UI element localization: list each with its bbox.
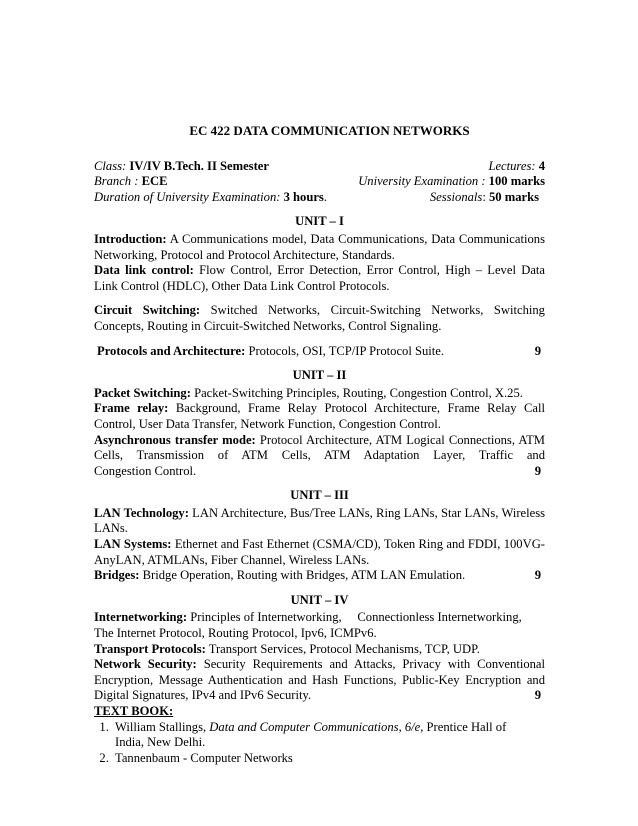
textbook-item <box>112 751 545 767</box>
topic-text: A Communications model, Data Communications, Data Communications Networking, Protocol and Protocol Architecture, Standards. <box>94 231 545 262</box>
sessionals-label: Sessionals <box>429 189 483 204</box>
topic-heading: Transport Protocols: <box>94 641 206 656</box>
topic-bridges <box>94 568 545 584</box>
topic-atm <box>94 433 545 464</box>
topic-text: Congestion Control. <box>94 463 197 478</box>
textbook-heading: TEXT BOOK: <box>94 704 174 718</box>
topic-heading: Circuit Switching: <box>94 303 201 318</box>
topic-heading: Introduction: <box>94 231 167 246</box>
topic-network-security-end <box>94 688 545 704</box>
book-author: William Stallings, <box>115 719 210 734</box>
topic-network-security <box>94 657 545 688</box>
topic-packet-switching <box>94 386 545 402</box>
unit-4-hours: 9 <box>534 688 541 703</box>
unit-3-heading: UNIT – III <box>290 488 349 503</box>
course-title: EC 422 DATA COMMUNICATION NETWORKS <box>189 123 470 138</box>
topic-text: Protocol Architecture, ATM Logical Connections, ATM Cells, Transmission of ATM Cells, ATM Adaptation Layer, Traffic and <box>94 432 545 463</box>
topic-text: Transport Services, Protocol Mechanisms, TCP, UDP. <box>208 641 480 656</box>
topic-heading: Protocols and Architecture: <box>97 343 246 358</box>
topic-text: Protocols, OSI, TCP/IP Protocol Suite. <box>248 343 445 358</box>
topic-heading: Bridges: <box>94 568 140 583</box>
book-edition: 6/e <box>404 719 421 734</box>
course-meta <box>94 159 545 206</box>
unit-1-heading: UNIT – I <box>295 214 344 229</box>
topic-text: Packet-Switching Principles, Routing, Congestion Control, X.25. <box>194 385 523 400</box>
book-publisher: , Prentice Hall of India, New Delhi. <box>115 719 507 750</box>
unit-2-hours: 9 <box>534 463 541 478</box>
topic-text: Switched Networks, Circuit-Switching Networks, Switching Concepts, Routing in Circuit-Switched Networks, Control Signaling. <box>94 303 545 333</box>
topic-heading: Asynchronous transfer mode: <box>94 432 256 447</box>
duration-label: Duration of University Examination: <box>94 189 281 204</box>
branch-label: Branch : <box>94 174 139 189</box>
topic-heading: Frame relay: <box>94 401 169 416</box>
topic-text: Principles of Internetworking, Connectionless Internetworking, The Internet Protocol, Routing Protocol, Ipv6, ICMPv6. <box>94 610 525 641</box>
topic-heading: Network Security: <box>94 657 197 672</box>
syllabus-content <box>94 123 545 766</box>
topic-text: Security Requirements and Attacks, Privacy with Conventional Encryption, Message Authentication and Hash Functions, Public-Key Encryption and <box>94 657 545 687</box>
topic-frame-relay <box>94 401 545 432</box>
book-sep: , <box>398 719 405 734</box>
topic-atm-end <box>94 464 545 480</box>
topic-text: Flow Control, Error Detection, Error Control, High – Level Data Link Control (HDLC), Other Data Link Control Protocols. <box>94 263 545 293</box>
unit-1-hours: 9 <box>534 343 541 358</box>
univ-exam-label: University Examination : <box>358 174 486 189</box>
unit-4-heading: UNIT – IV <box>290 592 349 607</box>
meta-row-branch <box>94 174 545 190</box>
class-label: Class: <box>94 158 127 173</box>
meta-row-duration: Duration of University Examination: 3 hours. Sessionals: 50 marks <box>94 189 539 204</box>
textbook-item <box>112 720 545 751</box>
topic-text: Bridge Operation, Routing with Bridges, ATM LAN Emulation. <box>142 568 466 583</box>
sessionals-value: 50 marks <box>488 189 539 204</box>
lectures-value: 4 <box>538 158 545 173</box>
topic-lan-systems <box>94 537 545 568</box>
topic-introduction <box>94 232 545 263</box>
topic-text: LAN Architecture, Bus/Tree LANs, Ring LANs, Star LANs, Wireless LANs. <box>94 505 545 536</box>
branch-value: ECE <box>141 174 168 189</box>
book-entry: Tannenbaum - Computer Networks <box>115 750 293 765</box>
topic-text: Background, Frame Relay Protocol Architecture, Frame Relay Call Control, User Data Transfer, Network Function, Congestion Control. <box>94 401 546 431</box>
duration-value: 3 hours <box>283 189 324 204</box>
unit-2-heading: UNIT – II <box>292 368 347 383</box>
topic-protocols-architecture <box>94 344 545 360</box>
topic-text: Digital Signatures, IPv4 and IPv6 Security. <box>94 688 312 703</box>
topic-heading: LAN Systems: <box>94 537 172 552</box>
unit-3-hours: 9 <box>534 568 541 583</box>
topic-internetworking <box>94 610 545 641</box>
univ-exam-value: 100 marks <box>488 174 545 189</box>
lectures-label: Lectures: <box>488 158 536 173</box>
meta-row-class <box>94 159 545 175</box>
book-title: Data and Computer Communications <box>209 719 399 734</box>
topic-heading: Data link control: <box>94 263 194 278</box>
topic-circuit-switching <box>94 303 545 334</box>
textbook-list <box>94 720 545 767</box>
topic-text: Ethernet and Fast Ethernet (CSMA/CD), Token Ring and FDDI, 100VG-AnyLAN, ATMLANs, Fiber Channel, Wireless LANs. <box>94 537 545 567</box>
topic-heading: Packet Switching: <box>94 385 191 400</box>
topic-heading: Internetworking: <box>94 610 188 625</box>
topic-data-link-control <box>94 263 545 294</box>
topic-transport-protocols <box>94 642 545 658</box>
topic-lan-technology <box>94 506 545 537</box>
class-value: IV/IV B.Tech. II Semester <box>129 158 269 173</box>
topic-heading: LAN Technology: <box>94 505 189 520</box>
